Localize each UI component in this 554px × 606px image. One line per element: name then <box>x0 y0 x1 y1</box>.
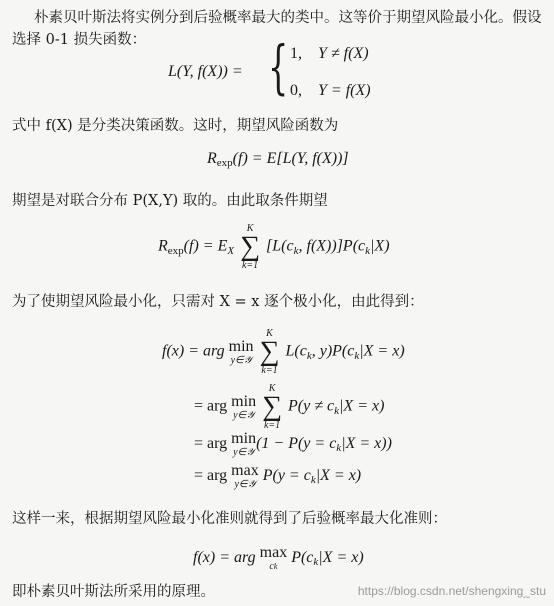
min-operator: min y∈𝒴 <box>231 430 257 458</box>
equation-argmin-line3: = arg min y∈𝒴 (1 − P(y = ck|X = x)) <box>194 430 392 458</box>
paragraph-intro-line1: 朴素贝叶斯法将实例分到后验概率最大的类中。这等价于期望风险最小化。假设 <box>34 10 542 26</box>
min-operator: min y∈𝒴 <box>228 337 254 366</box>
paragraph-minimize: 为了使期望风险最小化，只需对 X = x 逐个极小化，由此得到： <box>12 294 424 310</box>
loss-case2-value: 0, <box>290 82 302 99</box>
summation-symbol: K ∑ k=1 <box>240 223 261 271</box>
max-operator: max ck <box>259 544 288 572</box>
summation-symbol: K ∑ k=1 <box>259 328 280 376</box>
left-brace: { <box>268 33 289 101</box>
max-operator: max y∈𝒴 <box>231 462 259 490</box>
paragraph-conclusion: 即朴素贝叶斯法所采用的原理。 <box>12 584 215 600</box>
equation-argmin-line2: = arg min y∈𝒴 K ∑ k=1 P(y ≠ ck|X = x) <box>194 383 385 431</box>
paragraph-decision-function: 式中 f(X) 是分类决策函数。这时，期望风险函数为 <box>12 118 339 134</box>
summation-symbol: K ∑ k=1 <box>262 383 283 431</box>
loss-case1-condition: Y ≠ f(X) <box>318 45 369 62</box>
paragraph-intro-line2: 选择 0-1 损失函数： <box>12 32 147 48</box>
equation-final-argmax: f(x) = arg max ck P(ck|X = x) <box>193 544 364 572</box>
equation-expected-risk: Rexp(f) = E[L(Y, f(X))] <box>207 150 349 169</box>
equation-conditional-expectation: Rexp(f) = EX K ∑ k=1 [L(ck, f(X))]P(ck|X) <box>158 223 390 271</box>
loss-lhs: L(Y, f(X)) = <box>168 63 243 80</box>
watermark: https://blog.csdn.net/shengxing_stu <box>357 584 546 598</box>
equation-argmax-line4: = arg max y∈𝒴 P(y = ck|X = x) <box>194 462 362 490</box>
min-operator: min y∈𝒴 <box>231 392 257 421</box>
loss-case2-condition: Y = f(X) <box>318 82 371 99</box>
paragraph-joint-distribution: 期望是对联合分布 P(X,Y) 取的。由此取条件期望 <box>12 193 328 209</box>
equation-argmin-line1: f(x) = arg min y∈𝒴 K ∑ k=1 L(ck, y)P(ck|X = x) <box>162 328 405 376</box>
paragraph-posterior-criterion: 这样一来，根据期望风险最小化准则就得到了后验概率最大化准则： <box>12 511 447 527</box>
loss-case1-value: 1, <box>290 45 302 62</box>
